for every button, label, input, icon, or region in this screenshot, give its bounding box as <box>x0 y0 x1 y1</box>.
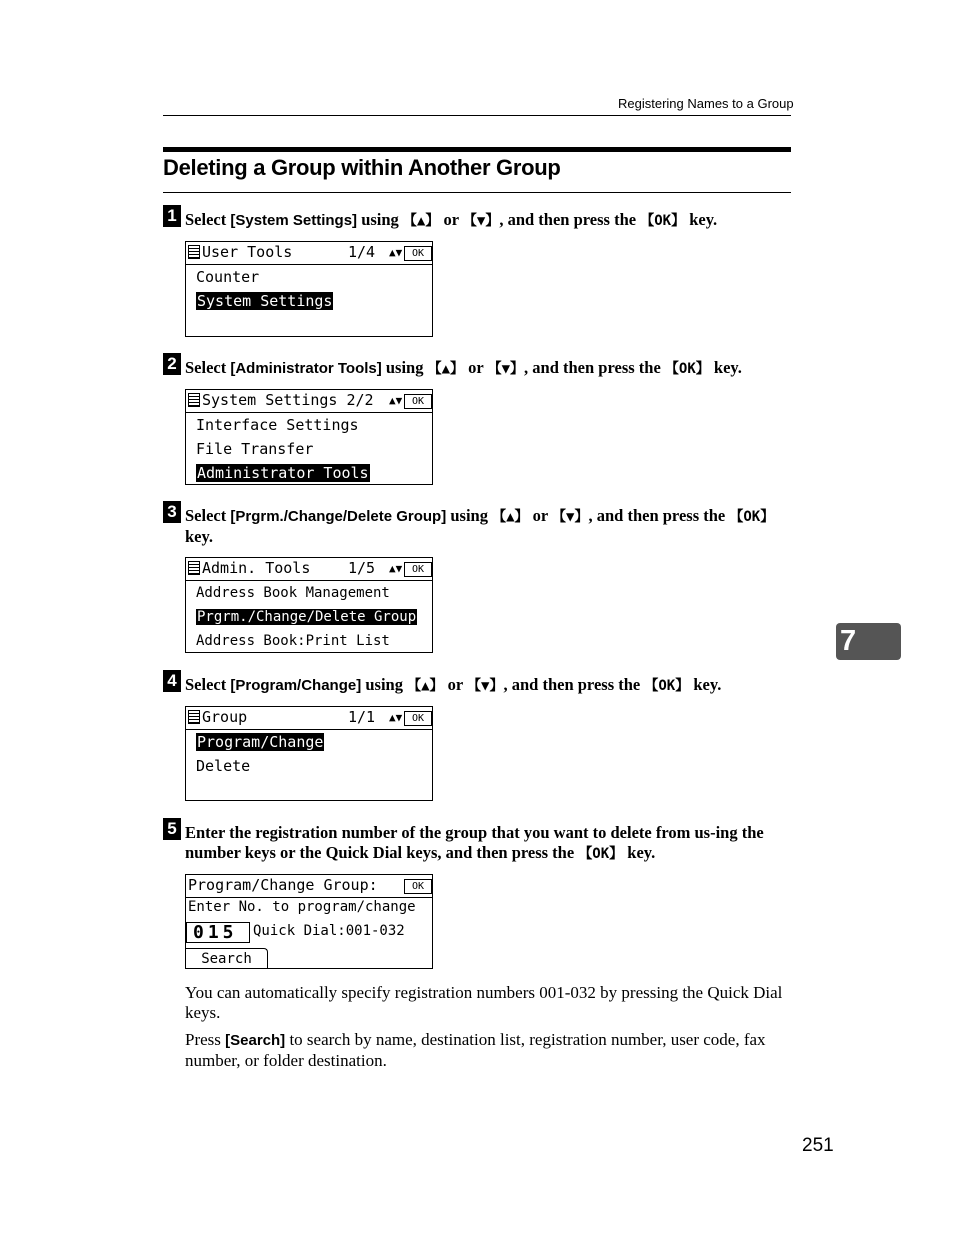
search-softkey: Search <box>186 948 268 969</box>
step-instruction: Select [Administrator Tools] using 【▲】 or 【▼】, and then press the 【OK】 key. <box>185 358 742 377</box>
step-instruction: Select [Prgrm./Change/Delete Group] using 【▲】 or 【▼】, and then press the 【OK】 key. <box>185 506 775 546</box>
updown-arrows-icon: ▲▼ <box>389 711 403 724</box>
lcd-menu-item-selected: System Settings <box>197 292 333 310</box>
up-key: 【▲】 <box>407 678 444 694</box>
ok-icon: OK <box>404 246 432 261</box>
step-number: 2 <box>163 353 181 375</box>
step-instruction: Select [System Settings] using 【▲】 or 【▼】, and then press the 【OK】 key. <box>185 210 718 229</box>
step-number: 4 <box>163 670 181 692</box>
down-key: 【▼】 <box>462 213 500 229</box>
up-key: 【▲】 <box>402 213 440 229</box>
lcd-page-indicator: 1/4 <box>348 243 376 261</box>
running-header: Registering Names to a Group <box>618 96 794 111</box>
lcd-menu-item <box>186 313 432 337</box>
lcd-menu-item-selected: Program/Change <box>197 733 324 751</box>
lcd-screen <box>185 706 433 801</box>
number-entry-field: 015 <box>186 922 250 943</box>
ok-key: 【OK】 <box>664 361 710 377</box>
ok-key: 【OK】 <box>640 213 686 229</box>
lcd-screen <box>185 557 433 653</box>
down-key: 【▼】 <box>487 361 525 377</box>
quick-dial-range: Quick Dial:001-032 <box>253 923 405 939</box>
header-rule <box>163 115 791 116</box>
document-icon <box>188 393 200 407</box>
lcd-menu-item: Address Book:Print List <box>196 633 390 649</box>
lcd-title-bar: Admin. Tools 1/5 ▲▼ OK <box>186 558 432 581</box>
lcd-title-bar: Group 1/1 ▲▼ OK <box>186 707 432 730</box>
lcd-menu-item: Address Book Management <box>196 585 390 601</box>
lcd-menu-item <box>186 778 432 802</box>
lcd-menu-item-selected: Administrator Tools <box>197 464 369 482</box>
lcd-screen <box>185 389 433 485</box>
section-rule <box>163 192 791 193</box>
updown-arrows-icon: ▲▼ <box>389 394 403 407</box>
lcd-menu-item: File Transfer <box>196 440 314 458</box>
lcd-page-indicator: 1/1 <box>348 708 376 726</box>
ok-key: 【OK】 <box>578 846 624 862</box>
up-key: 【▲】 <box>427 361 465 377</box>
ok-key: 【OK】 <box>729 509 775 525</box>
lcd-menu-item-selected: Prgrm./Change/Delete Group <box>197 609 417 625</box>
lcd-menu-item: Interface Settings <box>196 416 359 434</box>
step-number: 5 <box>163 818 181 840</box>
lcd-menu-item: Delete <box>196 757 251 775</box>
page-number: 251 <box>802 1135 834 1156</box>
ui-key-label: [Search] <box>225 1032 286 1049</box>
document-icon <box>188 710 200 724</box>
lcd-title-bar: Program/Change Group: OK <box>186 875 432 898</box>
chapter-tab: 7 <box>836 623 901 660</box>
note-paragraph: You can automatically specify registration numbers 001-032 by pressing the Quick Dial keys. <box>185 983 783 1022</box>
ui-key-label: [Prgrm./Change/Delete Group] <box>230 508 447 525</box>
step-instruction: Enter the registration number of the group that you want to delete from us-ing the number keys or the Quick Dial keys, and then press the 【OK】 key. <box>185 823 764 862</box>
lcd-page-indicator: 1/5 <box>348 559 376 577</box>
lcd-title-bar: System Settings 2/2 ▲▼ OK <box>186 390 432 413</box>
step-instruction: Select [Program/Change] using 【▲】 or 【▼】, and then press the 【OK】 key. <box>185 675 722 694</box>
up-key: 【▲】 <box>492 509 529 525</box>
lcd-menu-item: Counter <box>196 268 260 286</box>
step-number: 1 <box>163 205 181 227</box>
step-number: 3 <box>163 501 181 523</box>
document-icon <box>188 561 200 575</box>
ui-key-label: [Program/Change] <box>230 677 362 694</box>
ok-icon: OK <box>404 394 432 409</box>
updown-arrows-icon: ▲▼ <box>389 246 403 259</box>
lcd-prompt: Enter No. to program/change <box>188 899 416 915</box>
section-title: Deleting a Group within Another Group <box>163 155 561 180</box>
down-key: 【▼】 <box>552 509 589 525</box>
lcd-screen <box>185 874 433 969</box>
ok-key: 【OK】 <box>644 678 690 694</box>
note-paragraph: Press [Search] to search by name, destination list, registration number, user code, fax number, or folder destination. <box>185 1030 766 1070</box>
ok-icon: OK <box>404 562 432 577</box>
ok-icon: OK <box>404 879 432 894</box>
lcd-title-bar: User Tools 1/4 ▲▼ OK <box>186 242 432 265</box>
ui-key-label: [Administrator Tools] <box>230 360 382 377</box>
ok-icon: OK <box>404 711 432 726</box>
ui-key-label: [System Settings] <box>230 212 358 229</box>
lcd-screen <box>185 241 433 337</box>
section-bar <box>163 147 791 152</box>
document-icon <box>188 245 200 259</box>
down-key: 【▼】 <box>467 678 504 694</box>
updown-arrows-icon: ▲▼ <box>389 562 403 575</box>
